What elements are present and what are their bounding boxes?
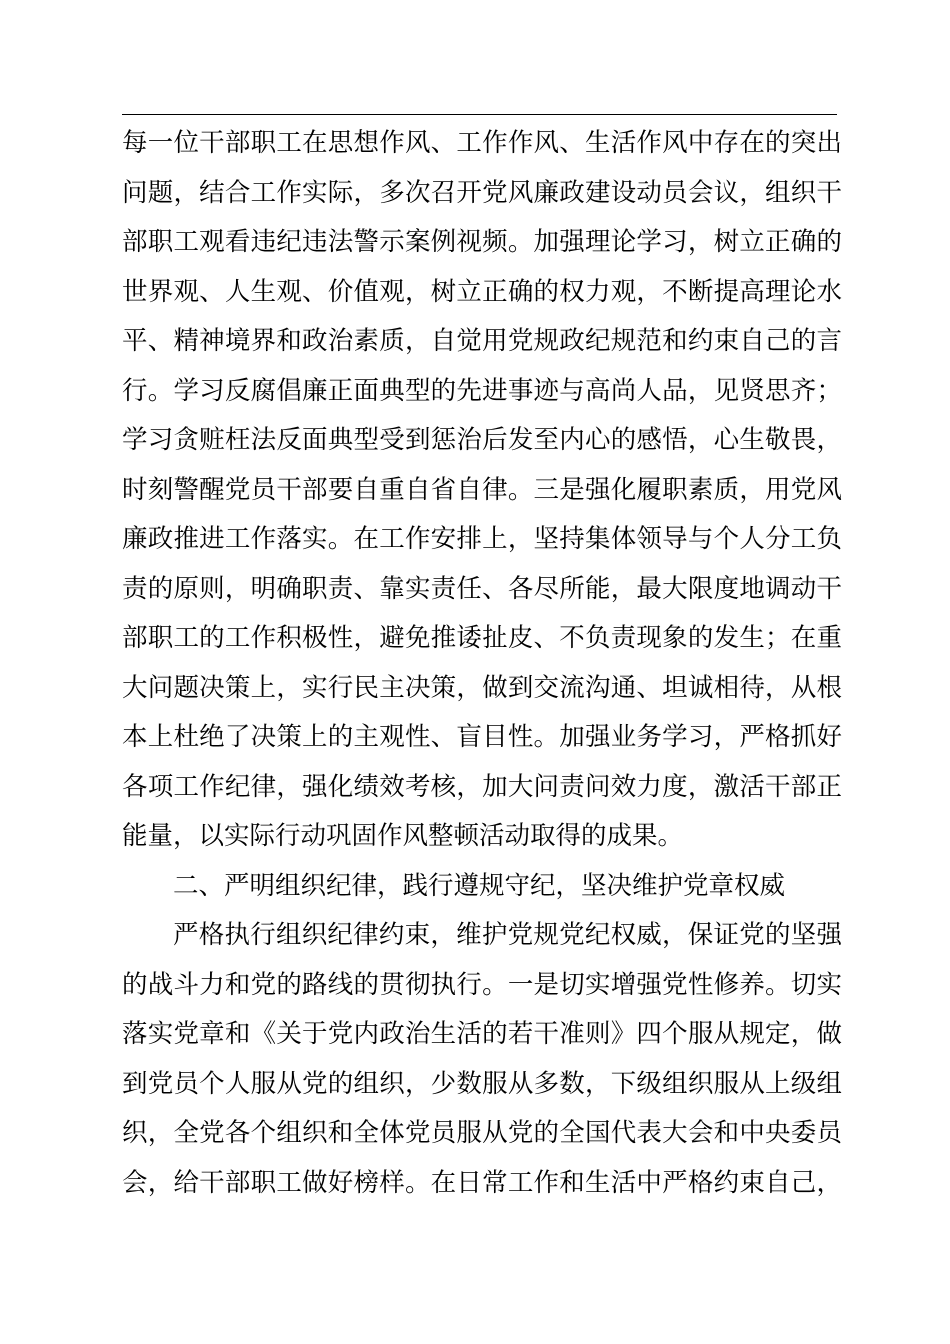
text-line: 时刻警醒党员干部要自重自省自律。三是强化履职素质，用党风 (122, 474, 842, 505)
text-line: 廉政推进工作落实。在工作安排上，坚持集体领导与个人分工负 (122, 524, 842, 554)
text-line: 问题，结合工作实际，多次召开党风廉政建设动员会议，组织干 (122, 177, 842, 208)
text-line: 行。学习反腐倡廉正面典型的先进事迹与高尚人品，见贤思齐； (122, 375, 842, 406)
text-line: 学习贪赃枉法反面典型受到惩治后发至内心的感悟，心生敬畏， (122, 425, 842, 455)
text-line: 世界观、人生观、价值观，树立正确的权力观，不断提高理论水 (122, 276, 842, 307)
text-line: 本上杜绝了决策上的主观性、盲目性。加强业务学习，严格抓好 (122, 722, 842, 752)
text-line: 部职工观看违纪违法警示案例视频。加强理论学习，树立正确的 (122, 227, 842, 257)
text-line: 会，给干部职工做好榜样。在日常工作和生活中严格约束自己， (122, 1167, 842, 1198)
text-line: 大问题决策上，实行民主决策，做到交流沟通、坦诚相待，从根 (122, 672, 842, 703)
text-line: 能量，以实际行动巩固作风整顿活动取得的成果。 (122, 821, 684, 851)
text-line: 各项工作纪律，强化绩效考核，加大问责问效力度，激活干部正 (122, 771, 842, 802)
text-line: 严格执行组织纪律约束，维护党规党纪权威，保证党的坚强 (173, 920, 842, 950)
document-body (122, 119, 842, 1208)
text-line: 平、精神境界和政治素质，自觉用党规政纪规范和约束自己的言 (122, 326, 842, 356)
text-line: 部职工的工作积极性，避免推诿扯皮、不负责现象的发生；在重 (122, 623, 842, 653)
text-line: 到党员个人服从党的组织，少数服从多数，下级组织服从上级组 (122, 1068, 842, 1099)
text-line: 织，全党各个组织和全体党员服从党的全国代表大会和中央委员 (122, 1118, 842, 1148)
text-line: 责的原则，明确职责、靠实责任、各尽所能，最大限度地调动干 (122, 573, 842, 604)
text-line: 每一位干部职工在思想作风、工作作风、生活作风中存在的突出 (122, 128, 842, 158)
text-line: 的战斗力和党的路线的贯彻执行。一是切实增强党性修养。切实 (122, 969, 842, 1000)
section-heading: 二、严明组织纪律，践行遵规守纪，坚决维护党章权威 (173, 870, 786, 901)
text-line: 落实党章和《关于党内政治生活的若干准则》四个服从规定，做 (122, 1019, 842, 1049)
header-rule (122, 114, 837, 115)
